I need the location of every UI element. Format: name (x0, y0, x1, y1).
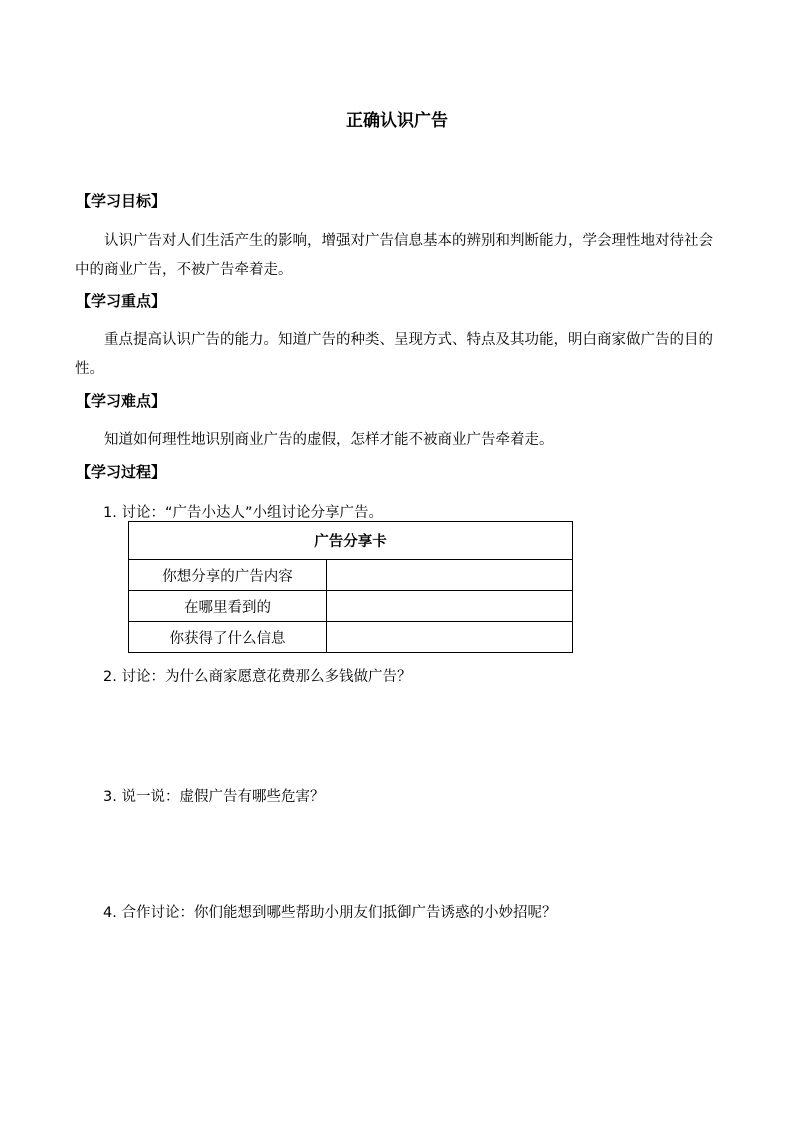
table-row (129, 622, 573, 653)
process-item-1: 1. 讨论：“广告小达人”小组讨论分享广告。 (103, 505, 383, 521)
share-card-label: 在哪里看到的 (129, 591, 327, 622)
table-row (129, 560, 573, 591)
section-heading-process: 【学习过程】 (76, 463, 167, 481)
table-row (129, 591, 573, 622)
share-card-label: 你获得了什么信息 (129, 622, 327, 653)
process-item-2: 2. 讨论：为什么商家愿意花费那么多钱做广告？ (103, 669, 412, 685)
section-heading-focus: 【学习重点】 (76, 292, 167, 310)
ad-share-card-table (128, 521, 573, 653)
share-card-value[interactable] (327, 591, 573, 622)
process-item-3: 3. 说一说：虚假广告有哪些危害？ (103, 789, 325, 805)
process-item-4: 4. 合作讨论：你们能想到哪些帮助小朋友们抵御广告诱惑的小妙招呢？ (103, 905, 557, 921)
section-heading-goal: 【学习目标】 (76, 192, 167, 210)
page-title: 正确认识广告 (346, 111, 448, 131)
section-text-focus: 重点提高认识广告的能力。知道广告的种类、呈现方式、特点及其功能，明白商家做广告的目的性。 (75, 332, 713, 377)
section-text-difficulty: 知道如何理性地识别商业广告的虚假，怎样才能不被商业广告牵着走。 (104, 432, 554, 448)
share-card-title: 广告分享卡 (129, 522, 573, 560)
section-heading-difficulty: 【学习难点】 (76, 392, 167, 410)
share-card-value[interactable] (327, 622, 573, 653)
share-card-header-row (129, 522, 573, 560)
share-card-value[interactable] (327, 560, 573, 591)
share-card-label: 你想分享的广告内容 (129, 560, 327, 591)
section-text-goal: 认识广告对人们生活产生的影响，增强对广告信息基本的辨别和判断能力，学会理性地对待社会中的商业广告，不被广告牵着走。 (75, 233, 713, 278)
